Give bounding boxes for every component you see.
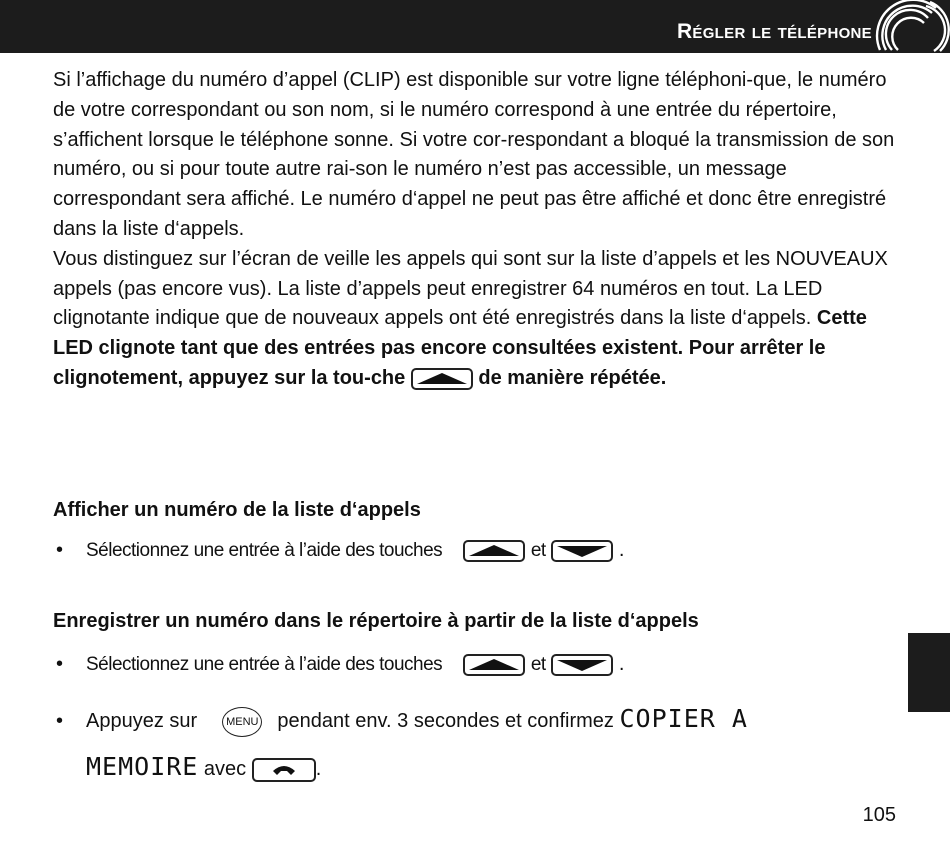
display-text-line1: COPIER A	[619, 704, 748, 733]
bullet-press-menu	[56, 704, 748, 737]
bullet-period: .	[618, 539, 625, 561]
section-heading-display-number: Afficher un numéro de la liste d‘appels	[53, 499, 421, 521]
bullet-text: Sélectionnez une entrée à l’aide des touches	[86, 654, 443, 675]
bullet-dot: •	[56, 653, 64, 675]
led-note-bold: Cette LED clignote tant que des entrées pas encore consultées existent. Pour arrêter le clignotement, appuyez sur la tou-che	[53, 307, 867, 389]
bullet-select-entry-2	[56, 653, 624, 676]
bullet-text-mid: pendant env. 3 secondes et confirmez	[277, 710, 614, 732]
bullet-and: et	[530, 654, 546, 675]
menu-key-icon: MENU	[222, 707, 262, 737]
handset-key-icon	[252, 758, 316, 782]
bullet-avec: avec	[203, 758, 247, 780]
intro-paragraph-2	[53, 245, 898, 394]
page-number: 105	[862, 804, 896, 826]
bullet-press-menu-continued	[86, 752, 321, 782]
header-title: Régler le téléphone	[676, 20, 872, 43]
bullet-period: .	[618, 653, 625, 675]
arrow-up-key-icon	[463, 654, 525, 676]
intro-text	[53, 66, 898, 394]
led-note-bold-end: de manière répétée.	[478, 366, 667, 389]
arrow-down-key-icon	[551, 540, 613, 562]
intro-paragraph-2-text: Vous distinguez sur l’écran de veille les appels qui sont sur la liste d’appels et les NOUVEAUX appels (pas encore vus). La liste d’appels peut enregistrer 64 numéros en tout. La LED clignotante indique que de nouveaux appels ont été enregistrés dans la liste d‘appels.	[53, 247, 888, 330]
arrow-down-key-icon	[551, 654, 613, 676]
bullet-select-entry-1	[56, 539, 624, 562]
display-text-line2: MEMOIRE	[86, 752, 199, 781]
arrow-up-key-icon	[463, 540, 525, 562]
header-bar	[0, 0, 950, 53]
intro-paragraph-1: Si l’affichage du numéro d’appel (CLIP) est disponible sur votre ligne téléphoni-que, le numéro de votre correspondant ou son nom, si le numéro correspond à une entrée du répertoire, s’affichent lorsque le téléphone sonne. Si votre cor-respondant a bloqué la transmission de son numéro, ou si pour toute autre rai-son le numéro n’est pas accessible, un message correspondant sera affiché. Le numéro d‘appel ne peut pas être affiché et donc être enregistré dans la liste d‘appels.	[53, 69, 895, 240]
bullet-and: et	[530, 540, 546, 561]
section-heading-save-number: Enregistrer un numéro dans le répertoire à partir de la liste d‘appels	[53, 610, 699, 632]
concentric-arcs-logo-icon	[870, 0, 950, 53]
bullet-dot: •	[56, 539, 64, 561]
side-tab-marker	[908, 633, 950, 712]
bullet-dot: •	[56, 710, 64, 732]
bullet-period: .	[315, 758, 322, 780]
bullet-text: Appuyez sur	[86, 710, 198, 732]
bullet-text: Sélectionnez une entrée à l’aide des touches	[86, 540, 443, 561]
arrow-up-key-icon	[411, 368, 473, 390]
